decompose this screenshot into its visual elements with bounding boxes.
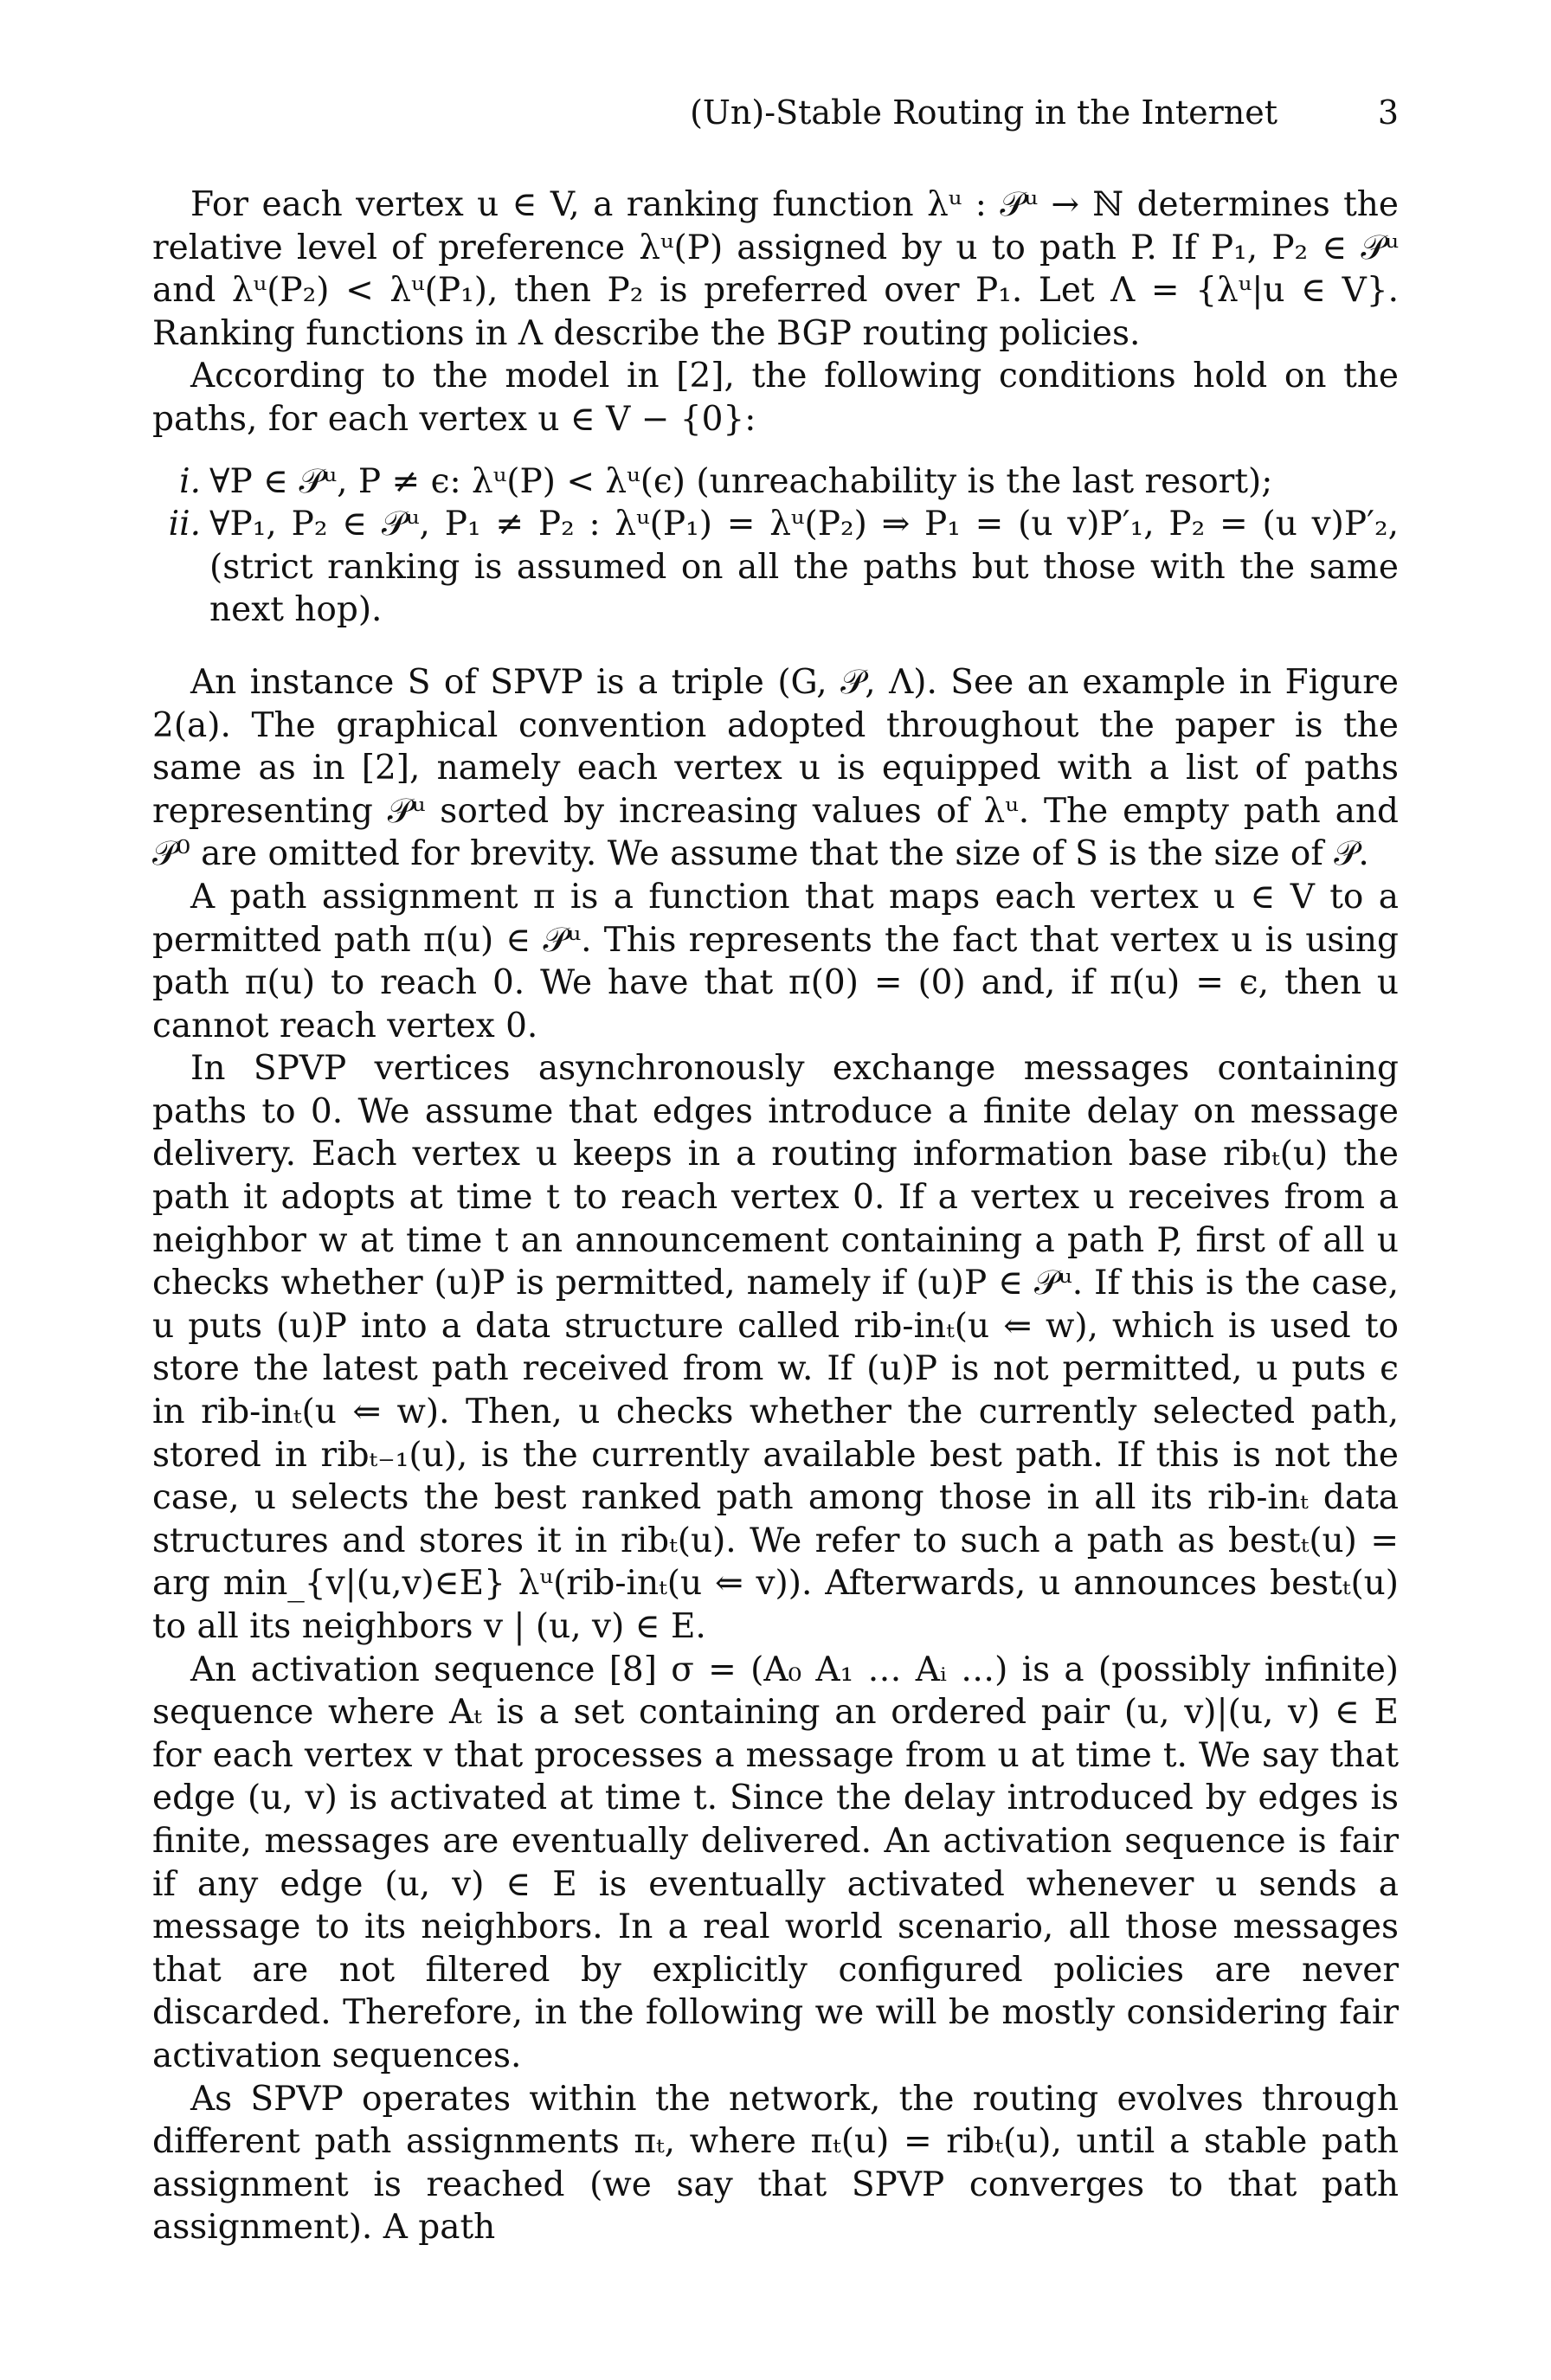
- condition-text: ∀P ∈ 𝒫ᵘ, P ≠ ϵ: λᵘ(P) < λᵘ(ϵ) (unreachability is the last resort);: [209, 461, 1273, 501]
- paragraph-conditions-intro: According to the model in [2], the following conditions hold on the paths, for each vertex u ∈ V − {0}:: [152, 357, 1399, 439]
- condition-item: [152, 503, 1399, 632]
- paragraph-convergence: As SPVP operates within the network, the routing evolves through different path assignments πₜ, where πₜ(u) = ribₜ(u), until a stable path assignment is reached (we say that SPVP converges to that path assignment). A path: [152, 2079, 1399, 2248]
- paragraph-spvp-instance: An instance S of SPVP is a triple (G, 𝒫, Λ). See an example in Figure 2(a). The graphical convention adopted throughout the paper is the same as in [2], namely each vertex u is equipped with a list of paths representing 𝒫ᵘ sorted by increasing values of λᵘ. The empty path and 𝒫⁰ are omitted for brevity. We assume that the size of S is the size of 𝒫.: [152, 662, 1399, 874]
- condition-text: ∀P₁, P₂ ∈ 𝒫ᵘ, P₁ ≠ P₂ : λᵘ(P₁) = λᵘ(P₂) ⇒ P₁ = (u v)P′₁, P₂ = (u v)P′₂, (strict ranking is assumed on all the paths but those with the same next hop).: [209, 505, 1399, 630]
- condition-marker: ii.: [168, 505, 201, 544]
- condition-item: [152, 460, 1399, 504]
- paragraph-path-assignment: A path assignment π is a function that maps each vertex u ∈ V to a permitted path π(u) ∈ 𝒫ᵘ. This represents the fact that vertex u is using path π(u) to reach 0. We have that π(0) = (0) and, if π(u) = ϵ, then u cannot reach vertex 0.: [152, 877, 1399, 1045]
- condition-marker: i.: [179, 461, 201, 501]
- running-title: (Un)-Stable Routing in the Internet: [690, 93, 1277, 132]
- conditions-list: [152, 460, 1399, 632]
- paragraph-message-exchange: In SPVP vertices asynchronously exchange messages containing paths to 0. We assume that edges introduce a finite delay on message delivery. Each vertex u keeps in a routing information base ribₜ(u) the path it adopts at time t to reach vertex 0. If a vertex u receives from a neighbor w at time t an announcement containing a path P, first of all u checks whether (u)P is permitted, namely if (u)P ∈ 𝒫ᵘ. If this is the case, u puts (u)P into a data structure called rib-inₜ(u ⇐ w), which is used to store the latest path received from w. If (u)P is not permitted, u puts ϵ in rib-inₜ(u ⇐ w). Then, u checks whether the currently selected path, stored in ribₜ₋₁(u), is the currently available best path. If this is not the case, u selects the best ranked path among those in all its rib-inₜ data structures and stores it in ribₜ(u). We refer to such a path as bestₜ(u) = arg min_{v|(u,v)∈E} λᵘ(rib-inₜ(u ⇐ v)). Afterwards, u announces bestₜ(u) to all its neighbors v | (u, v) ∈ E.: [152, 1049, 1399, 1646]
- running-header: [0, 93, 1551, 145]
- paragraph-activation-sequence: An activation sequence [8] σ = (A₀ A₁ … Aᵢ …) is a (possibly infinite) sequence where Aₜ is a set containing an ordered pair (u, v)|(u, v) ∈ E for each vertex v that processes a message from u at time t. We say that edge (u, v) is activated at time t. Since the delay introduced by edges is finite, messages are eventually delivered. An activation sequence is fair if any edge (u, v) ∈ E is eventually activated whenever u sends a message to its neighbors. In a real world scenario, all those messages that are not filtered by explicitly configured policies are never discarded. Therefore, in the following we will be mostly considering fair activation sequences.: [152, 1650, 1399, 2075]
- page-number: 3: [1377, 93, 1399, 132]
- page-body: [152, 183, 1399, 2249]
- paragraph-ranking-function: For each vertex u ∈ V, a ranking function λᵘ : 𝒫ᵘ → ℕ determines the relative level of preference λᵘ(P) assigned by u to path P. If P₁, P₂ ∈ 𝒫ᵘ and λᵘ(P₂) < λᵘ(P₁), then P₂ is preferred over P₁. Let Λ = {λᵘ|u ∈ V}. Ranking functions in Λ describe the BGP routing policies.: [152, 185, 1399, 353]
